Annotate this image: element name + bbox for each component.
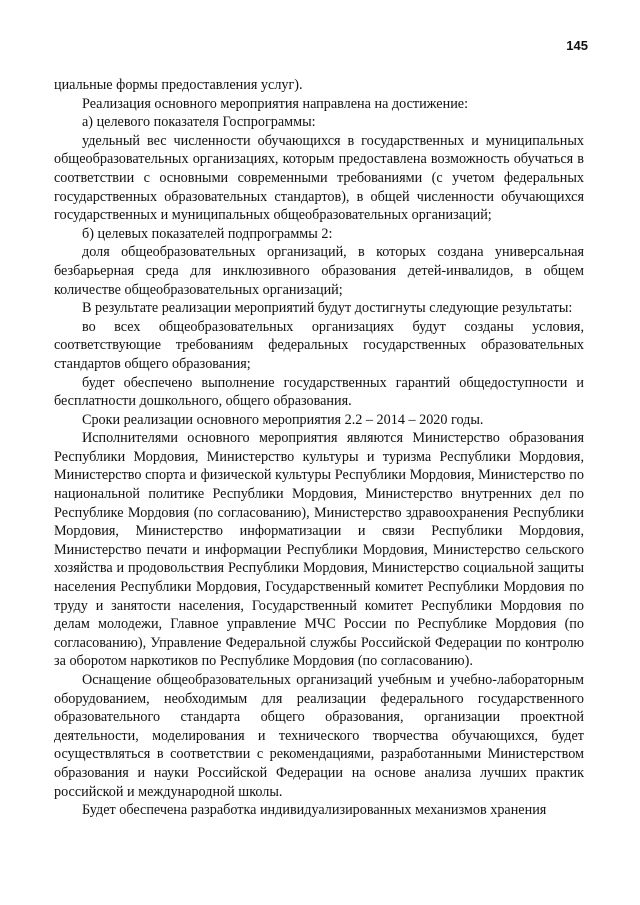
paragraph: Оснащение общеобразовательных организаций учебным и учебно-лабораторным оборудованием, необходимым для реализации федерального государственного образовательного стандарта общего образования, организации проектной деятельности, моделирования и технического творчества обучающихся, будет осуществляться в соответствии с рекомендациями, разработанными Министерством образования и науки Российской Федерации на основе анализа лучших практик российской и международной школы. <box>54 672 584 800</box>
paragraph: Реализация основного мероприятия направлена на достижение: <box>82 95 469 112</box>
paragraph: В результате реализации мероприятий будут достигнуты следующие результаты: <box>82 300 573 317</box>
document-body <box>54 76 584 820</box>
page-number: 145 <box>566 38 588 53</box>
paragraph: доля общеобразовательных организаций, в которых создана универсальная безбарьерная среда для инклюзивного образования детей-инвалидов, в общем количестве общеобразовательных организаций; <box>54 244 584 298</box>
paragraph: а) целевого показателя Госпрограммы: <box>82 114 316 131</box>
paragraph: Будет обеспечена разработка индивидуализированных механизмов хранения <box>82 802 547 819</box>
paragraph: б) целевых показателей подпрограммы 2: <box>82 225 333 242</box>
paragraph: Исполнителями основного мероприятия являются Министерство образования Республики Мордовия, Министерство культуры и туризма Республики Мордовия, Министерство спорта и физической культуры Республики Мордовия, Министерство по национальной политике Республики Мордовия, Министерство внутренних дел по Республике Мордовия (по согласованию), Министерство здравоохранения Республики Мордовия, Министерство информатизации и связи Республики Мордовия, Министерство печати и информации Республики Мордовия, Министерство сельского хозяйства и продовольствия Республики Мордовия, Министерство социальной защиты населения Республики Мордовия, Государственный комитет Республики Мордовия по труду и занятости населения, Государственный комитет Республики Мордовия по делам молодежи, Главное управление МЧС России по Республике Мордовия (по согласованию), Управление Федеральной службы Российской Федерации по контролю за оборотом наркотиков по Республике Мордовия (по согласованию). <box>54 430 584 670</box>
paragraph: будет обеспечено выполнение государственных гарантий общедоступности и бесплатности дошкольного, общего образования. <box>54 374 584 410</box>
paragraph: удельный вес численности обучающихся в государственных и муниципальных общеобразовательных организациях, которым предоставлена возможность обучаться в соответствии с основными современными требованиями (с учетом федеральных государственных образовательных стандартов), в общей численности обучающихся государственных и муниципальных общеобразовательных организаций; <box>54 132 584 224</box>
paragraph: во всех общеобразовательных организациях будут созданы условия, соответствующие требованиям федеральных государственных образовательных стандартов общего образования; <box>54 318 584 372</box>
paragraph: циальные формы предоставления услуг). <box>54 77 303 93</box>
paragraph: Сроки реализации основного мероприятия 2.2 – 2014 – 2020 годы. <box>82 411 484 428</box>
